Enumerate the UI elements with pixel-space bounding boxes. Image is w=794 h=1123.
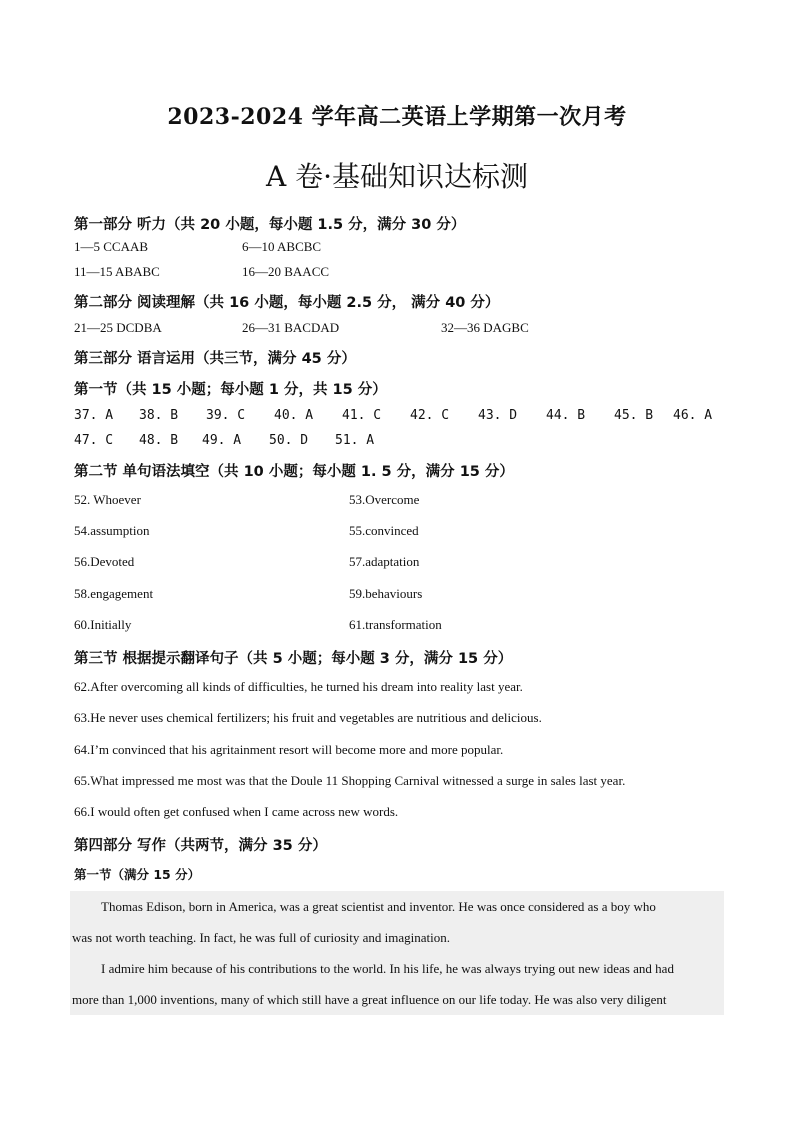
translation-answer: 62.After overcoming all kinds of difficulties, he turned his dream into reality last year. [74, 679, 523, 694]
grammar-answer: 52. Whoever [74, 492, 141, 507]
answer-group: 32—36 DAGBC [441, 320, 529, 335]
document-subtitle: A 卷·基础知识达标测 [265, 160, 529, 193]
translation-answer: 63.He never uses chemical fertilizers; his fruit and vegetables are nutritious and delicious. [74, 710, 542, 725]
answer-group: 6—10 ABCBC [242, 239, 322, 254]
part4-section1-heading: 第一节（满分 15 分） [74, 867, 201, 882]
grammar-answer: 57.adaptation [349, 554, 420, 569]
grammar-answer: 54.assumption [74, 523, 150, 538]
mc-answer: 50. D [269, 433, 309, 448]
translation-answer: 66.I would often get confused when I came across new words. [74, 804, 399, 819]
grammar-answer: 59.behaviours [349, 586, 423, 601]
part3-section3-heading: 第三节 根据提示翻译句子（共 5 小题；每小题 3 分，满分 15 分） [74, 651, 513, 667]
mc-answer: 44. B [546, 408, 586, 423]
mc-answer: 49. A [202, 433, 242, 448]
part2-heading: 第二部分 阅读理解（共 16 小题，每小题 2.5 分， 满分 40 分） [74, 295, 500, 311]
mc-answer: 39. C [206, 408, 246, 423]
answer-group: 1—5 CCAAB [74, 239, 149, 254]
answer-group: 16—20 BAACC [242, 264, 330, 279]
answer-group: 26—31 BACDAD [242, 320, 340, 335]
document-title: 2023-2024 学年高二英语上学期第一次月考 [167, 104, 627, 130]
grammar-answer: 58.engagement [74, 586, 154, 601]
part4-heading: 第四部分 写作（共两节，满分 35 分） [74, 838, 327, 854]
part3-heading: 第三部分 语言运用（共三节，满分 45 分） [74, 351, 356, 367]
mc-answer: 41. C [342, 408, 382, 423]
sample-essay-box [70, 891, 724, 1015]
translation-answer: 64.I’m convinced that his agritainment resort will become more and more popular. [74, 742, 504, 757]
mc-answer: 37. A [74, 408, 114, 423]
part3-section1-heading: 第一节（共 15 小题；每小题 1 分，共 15 分） [74, 382, 387, 398]
grammar-answer: 61.transformation [349, 617, 442, 632]
essay-line: more than 1,000 inventions, many of which still have a great influence on our life today. He was also very diligent [72, 992, 667, 1007]
answer-group: 11—15 ABABC [74, 264, 160, 279]
grammar-answer: 60.Initially [74, 617, 132, 632]
essay-line: Thomas Edison, born in America, was a great scientist and inventor. He was once considered as a boy who [101, 899, 656, 914]
translation-answer: 65.What impressed me most was that the Doule 11 Shopping Carnival witnessed a surge in sales last year. [74, 773, 626, 788]
grammar-answer: 53.Overcome [349, 492, 420, 507]
answer-group: 21—25 DCDBA [74, 320, 162, 335]
mc-answer: 51. A [335, 433, 375, 448]
mc-answer: 40. A [274, 408, 314, 423]
part3-section2-heading: 第二节 单句语法填空（共 10 小题；每小题 1. 5 分，满分 15 分） [74, 464, 514, 480]
mc-answer: 45. B [614, 408, 654, 423]
grammar-answer: 56.Devoted [74, 554, 135, 569]
part1-heading: 第一部分 听力（共 20 小题，每小题 1.5 分，满分 30 分） [74, 217, 466, 233]
mc-answer: 38. B [139, 408, 179, 423]
mc-answer: 46. A [673, 408, 713, 423]
essay-line: I admire him because of his contributions to the world. In his life, he was always trying out new ideas and had [101, 961, 674, 976]
mc-answer: 43. D [478, 408, 518, 423]
essay-line: was not worth teaching. In fact, he was full of curiosity and imagination. [72, 930, 450, 945]
mc-answer: 48. B [139, 433, 179, 448]
grammar-answer: 55.convinced [349, 523, 419, 538]
mc-answer: 47. C [74, 433, 114, 448]
mc-answer: 42. C [410, 408, 450, 423]
